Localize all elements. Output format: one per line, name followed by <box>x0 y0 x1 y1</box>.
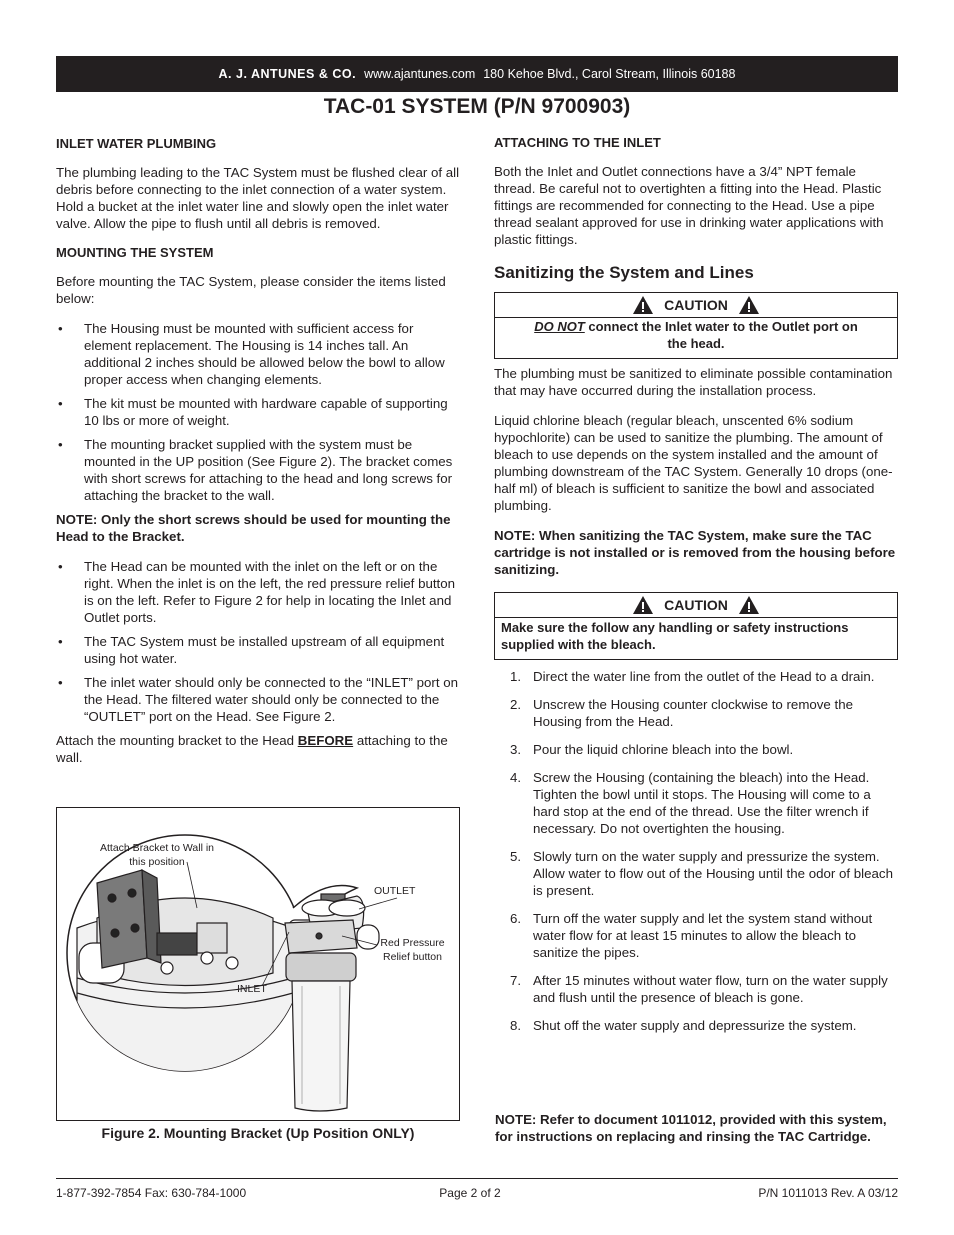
list-item: 4. Screw the Housing (containing the bleach) into the Head. Tighten the bowl until it stops. The Housing will come to a hard stop at the end of the thread. Use the filter wrench if necessary. Do not overtighten the housing. <box>510 770 871 836</box>
caution-title-2: CAUTION <box>495 593 897 618</box>
sanitize-p1: The plumbing must be sanitized to eliminate possible contamination that may have occurred during the installation process. <box>494 366 893 398</box>
list-item: • The Head can be mounted with the inlet on the left or on the right. When the inlet is on the left, the red pressure relief button is on the left. Refer to Figure 2 for help in locating the Inlet and Outlet ports. <box>58 559 456 625</box>
sanitize-steps <box>494 668 898 1034</box>
company-website[interactable]: www.ajantunes.com <box>364 67 476 81</box>
mount-heading: MOUNTING THE SYSTEM <box>56 245 214 260</box>
before-emphasis: BEFORE <box>297 733 354 748</box>
sanitize-p2: Liquid chlorine bleach (regular bleach, unscented 6% sodium hypochlorite) can be used to sanitize the plumbing. The amount of bleach to use depends on the system installed and the amount of plumbing downstream of the TAC System. Generally 10 drops (one-half ml) of bleach is sufficient to sanitize the bowl and associated plumbing. <box>494 413 893 513</box>
warning-icon <box>738 295 760 315</box>
footer-phone: 1-877-392-7854 Fax: 630-784-1000 <box>56 1186 247 1200</box>
mount-intro: Before mounting the TAC System, please consider the items listed below: <box>56 274 446 306</box>
note-sanitize: NOTE: When sanitizing the TAC System, make sure the TAC cartridge is not installed or is removed from the housing before sanitizing. <box>494 528 896 577</box>
caution-title-1: CAUTION <box>495 293 897 317</box>
list-item: 3. Pour the liquid chlorine bleach into the bowl. <box>510 742 794 757</box>
note-refer-document: NOTE: Refer to document 1011012, provided with this system, for instructions on replacing and rinsing the TAC Cartridge. <box>495 1112 887 1144</box>
warning-icon <box>738 595 760 615</box>
list-item: • The mounting bracket supplied with the system must be mounted in the UP position (See Figure 2). The bracket comes with short screws for attaching to the head and long screws for attaching the bracket to the wall. <box>58 437 453 503</box>
warning-icon <box>632 295 654 315</box>
right-column <box>494 134 898 1034</box>
caution-body-2: Make sure the follow any handling or safety instructions supplied with the bleach. <box>501 620 849 652</box>
list-item: 8. Shut off the water supply and depressurize the system. <box>510 1018 857 1033</box>
list-item: • The inlet water should only be connected to the “INLET” port on the Head. The filtered water should only be connected to the “OUTLET” port on the Head. See Figure 2. <box>58 675 459 724</box>
inlet-text: The plumbing leading to the TAC System must be flushed clear of all debris before connecting to the inlet connection of a water system. Hold a bucket at the inlet water line and slowly open the inlet water valve. Allow the pipe to flush until all debris is removed. <box>56 165 460 231</box>
page-title: TAC-01 SYSTEM (P/N 9700903) <box>323 95 631 118</box>
header-bar <box>56 56 898 92</box>
list-item: 7. After 15 minutes without water flow, turn on the water supply and flush until the presence of bleach is gone. <box>510 973 888 1005</box>
bullet-list-2 <box>56 558 460 725</box>
left-column <box>56 135 460 766</box>
figure-caption: Figure 2. Mounting Bracket (Up Position ONLY) <box>101 1125 415 1141</box>
list-item: 2. Unscrew the Housing counter clockwise to remove the Housing from the Head. <box>510 697 854 729</box>
caution-box-2 <box>494 592 898 660</box>
company-address: 180 Kehoe Blvd., Carol Stream, Illinois 60188 <box>483 67 736 81</box>
footer-part-number: P/N 1011013 Rev. A 03/12 <box>758 1186 898 1200</box>
inlet-heading: INLET WATER PLUMBING <box>56 136 217 151</box>
caution-body-1: DO NOT connect the Inlet water to the Outlet port on the head. <box>495 317 897 358</box>
list-item: 6. Turn off the water supply and let the system stand without water flow for at least 15 minutes to allow the bleach to sanitize the pipes. <box>510 911 873 960</box>
list-item: • The TAC System must be installed upstream of all equipment using hot water. <box>58 634 445 666</box>
label-relief-button: Red Pressure Relief button <box>380 937 445 963</box>
caution-box-1 <box>494 292 898 359</box>
attach-before-text: Attach the mounting bracket to the Head BEFORE attaching to the wall. <box>56 733 448 765</box>
note-short-screws: NOTE: Only the short screws should be used for mounting the Head to the Bracket. <box>56 512 451 544</box>
attach-text: Both the Inlet and Outlet connections have a 3/4” NPT female thread. Be careful not to overtighten a fitting into the Head. Plastic fittings are recommended for connecting to the Head. Use a pipe thread sealant approved for use in drinking water applications with plastic fittings. <box>494 164 884 247</box>
list-item: 5. Slowly turn on the water supply and pressurize the system. Allow water to flow out of the Housing until the odor of bleach is present. <box>510 849 893 898</box>
list-item: • The kit must be mounted with hardware capable of supporting 10 lbs or more of weight. <box>58 396 448 428</box>
label-bracket-position: Attach Bracket to Wall in this position <box>100 842 214 868</box>
bullet-list-1 <box>56 320 460 504</box>
list-item: 1. Direct the water line from the outlet of the Head to a drain. <box>510 669 875 684</box>
warning-icon <box>632 595 654 615</box>
footer-divider <box>56 1178 898 1179</box>
sanitize-heading: Sanitizing the System and Lines <box>494 263 754 282</box>
attach-heading: ATTACHING TO THE INLET <box>494 135 661 150</box>
footer-page-number: Page 2 of 2 <box>439 1186 501 1200</box>
do-not-emphasis: DO NOT <box>534 319 585 334</box>
list-item: • The Housing must be mounted with sufficient access for element replacement. The Housing is 14 inches tall. An additional 2 inches should be allowed below the bowl to allow proper access when changing elements. <box>58 321 445 387</box>
company-name: A. J. ANTUNES & CO. <box>218 67 357 81</box>
label-inlet: INLET <box>237 983 267 995</box>
label-outlet: OUTLET <box>374 885 416 897</box>
figure-2-box <box>56 807 460 1121</box>
